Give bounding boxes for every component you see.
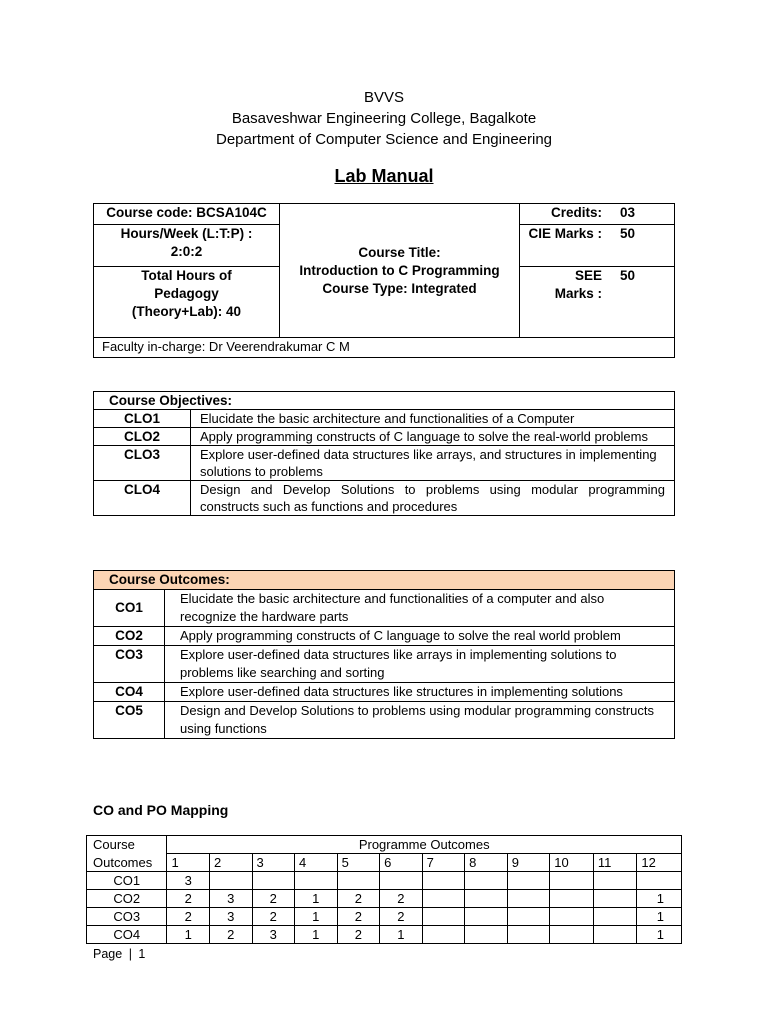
see-label-line2: Marks : bbox=[554, 286, 602, 301]
mapping-value: 3 bbox=[209, 908, 252, 926]
programme-outcomes-label: Programme Outcomes bbox=[167, 836, 682, 854]
po-number: 11 bbox=[593, 854, 636, 872]
po-number: 10 bbox=[550, 854, 594, 872]
table-row bbox=[94, 646, 675, 683]
total-hours-cell bbox=[94, 267, 280, 338]
mapping-value: 2 bbox=[209, 926, 252, 944]
table-row bbox=[94, 410, 675, 428]
page-label: Page bbox=[93, 947, 123, 961]
mapping-heading: CO and PO Mapping bbox=[93, 802, 229, 818]
objective-code: CLO2 bbox=[94, 428, 191, 446]
table-row bbox=[94, 627, 675, 646]
mapping-value bbox=[550, 926, 594, 944]
mapping-row bbox=[87, 908, 682, 926]
mapping-value: 2 bbox=[252, 908, 295, 926]
mapping-value bbox=[209, 872, 252, 890]
outcome-code: CO1 bbox=[94, 590, 165, 627]
mapping-value bbox=[422, 890, 465, 908]
hours-label: Hours/Week (L:T:P) : bbox=[120, 226, 253, 241]
mapping-co-label: CO4 bbox=[87, 926, 167, 944]
outcome-code: CO5 bbox=[94, 702, 165, 739]
mapping-co-label: CO2 bbox=[87, 890, 167, 908]
mapping-value bbox=[507, 890, 550, 908]
mapping-value: 1 bbox=[637, 890, 682, 908]
co-po-mapping-table bbox=[86, 835, 682, 944]
table-row bbox=[94, 428, 675, 446]
course-title-value: Introduction to C Programming bbox=[299, 262, 500, 278]
objective-text: Explore user-defined data structures like arrays, and structures in implementing solutions to problems bbox=[191, 446, 675, 481]
mapping-value: 2 bbox=[337, 908, 380, 926]
cie-marks-label: CIE Marks : bbox=[520, 225, 621, 267]
mapping-value: 1 bbox=[295, 890, 338, 908]
mapping-value bbox=[422, 926, 465, 944]
page-separator: | bbox=[128, 947, 132, 961]
credits-value: 03 bbox=[620, 204, 675, 225]
po-number: 12 bbox=[637, 854, 682, 872]
institution-short-name: BVVS bbox=[363, 89, 405, 106]
total-hours-line2: Pedagogy bbox=[154, 286, 219, 301]
outcome-code: CO2 bbox=[94, 627, 165, 646]
mapping-value: 1 bbox=[167, 926, 210, 944]
mapping-value bbox=[550, 908, 594, 926]
po-number: 4 bbox=[295, 854, 338, 872]
objectives-heading: Course Objectives: bbox=[94, 392, 675, 410]
mapping-value bbox=[507, 872, 550, 890]
mapping-value bbox=[550, 872, 594, 890]
objective-text: Apply programming constructs of C language to solve the real-world problems bbox=[191, 428, 675, 446]
mapping-co-label: CO1 bbox=[87, 872, 167, 890]
objective-code: CLO3 bbox=[94, 446, 191, 481]
mapping-value: 3 bbox=[167, 872, 210, 890]
course-code: Course code: BCSA104C bbox=[94, 204, 280, 225]
mapping-value: 1 bbox=[295, 908, 338, 926]
mapping-value: 1 bbox=[637, 926, 682, 944]
mapping-value: 2 bbox=[167, 908, 210, 926]
outcomes-heading: Course Outcomes: bbox=[94, 571, 675, 590]
mapping-value bbox=[465, 908, 508, 926]
po-number: 1 bbox=[167, 854, 210, 872]
objective-code: CLO4 bbox=[94, 481, 191, 516]
mapping-row bbox=[87, 872, 682, 890]
po-number: 6 bbox=[380, 854, 423, 872]
mapping-value bbox=[593, 908, 636, 926]
mapping-value bbox=[593, 926, 636, 944]
mapping-value bbox=[465, 890, 508, 908]
mapping-value: 3 bbox=[209, 890, 252, 908]
total-hours-line3: (Theory+Lab): 40 bbox=[131, 304, 242, 319]
mapping-value bbox=[422, 908, 465, 926]
page-number: 1 bbox=[138, 947, 146, 961]
table-row bbox=[94, 590, 675, 627]
mapping-value: 2 bbox=[380, 890, 423, 908]
mapping-value bbox=[593, 890, 636, 908]
po-number: 8 bbox=[465, 854, 508, 872]
mapping-value: 2 bbox=[252, 890, 295, 908]
outcome-text: Apply programming constructs of C language to solve the real world problem bbox=[165, 627, 675, 646]
credits-label: Credits: bbox=[520, 204, 621, 225]
see-label-line1: SEE bbox=[574, 268, 602, 283]
mapping-value bbox=[422, 872, 465, 890]
mapping-value bbox=[252, 872, 295, 890]
mapping-value: 2 bbox=[167, 890, 210, 908]
table-row bbox=[94, 446, 675, 481]
objective-text: Elucidate the basic architecture and functionalities of a Computer bbox=[191, 410, 675, 428]
mapping-value: 2 bbox=[337, 926, 380, 944]
mapping-value bbox=[507, 908, 550, 926]
hours-per-week-cell bbox=[94, 225, 280, 267]
po-number: 9 bbox=[507, 854, 550, 872]
mapping-row bbox=[87, 926, 682, 944]
cie-marks-value: 50 bbox=[620, 225, 675, 267]
mapping-value bbox=[380, 872, 423, 890]
outcome-code: CO4 bbox=[94, 683, 165, 702]
course-outcomes-col-label2: Outcomes bbox=[87, 854, 167, 872]
mapping-value: 1 bbox=[637, 908, 682, 926]
course-objectives-table bbox=[93, 391, 675, 516]
mapping-value: 2 bbox=[380, 908, 423, 926]
outcome-text: Elucidate the basic architecture and functionalities of a computer and also recognize the hardware parts bbox=[165, 590, 675, 627]
objective-code: CLO1 bbox=[94, 410, 191, 428]
table-row bbox=[94, 481, 675, 516]
mapping-value: 2 bbox=[337, 890, 380, 908]
course-type: Course Type: Integrated bbox=[322, 280, 477, 296]
faculty-in-charge: Faculty in-charge: Dr Veerendrakumar C M bbox=[94, 338, 675, 358]
mapping-value: 1 bbox=[295, 926, 338, 944]
mapping-value bbox=[550, 890, 594, 908]
course-title-cell bbox=[280, 204, 520, 338]
mapping-value: 1 bbox=[380, 926, 423, 944]
po-number: 3 bbox=[252, 854, 295, 872]
mapping-value bbox=[637, 872, 682, 890]
mapping-co-label: CO3 bbox=[87, 908, 167, 926]
page-title: Lab Manual bbox=[334, 166, 434, 186]
course-info-table bbox=[93, 203, 675, 358]
page-footer bbox=[93, 947, 145, 961]
mapping-row bbox=[87, 890, 682, 908]
mapping-value bbox=[295, 872, 338, 890]
mapping-value bbox=[465, 926, 508, 944]
total-hours-line1: Total Hours of bbox=[141, 268, 232, 283]
course-outcomes-table bbox=[93, 570, 675, 739]
hours-value: 2:0:2 bbox=[170, 244, 203, 259]
objective-text: Design and Develop Solutions to problems using modular programming constructs such as functions and procedures bbox=[191, 481, 675, 516]
po-number: 5 bbox=[337, 854, 380, 872]
mapping-value bbox=[507, 926, 550, 944]
course-outcomes-col-label1: Course bbox=[87, 836, 167, 854]
college-name: Basaveshwar Engineering College, Bagalkote bbox=[231, 110, 537, 127]
table-row bbox=[94, 702, 675, 739]
see-marks-value: 50 bbox=[620, 267, 675, 338]
mapping-value bbox=[465, 872, 508, 890]
mapping-value bbox=[593, 872, 636, 890]
outcome-text: Explore user-defined data structures like structures in implementing solutions bbox=[165, 683, 675, 702]
outcome-text: Design and Develop Solutions to problems using modular programming constructs using functions bbox=[165, 702, 675, 739]
course-title-label: Course Title: bbox=[358, 244, 441, 260]
outcome-text: Explore user-defined data structures like arrays in implementing solutions to problems like searching and sorting bbox=[165, 646, 675, 683]
mapping-value: 3 bbox=[252, 926, 295, 944]
outcome-code: CO3 bbox=[94, 646, 165, 683]
see-marks-label bbox=[520, 267, 621, 338]
table-row bbox=[94, 683, 675, 702]
po-number: 2 bbox=[209, 854, 252, 872]
po-number: 7 bbox=[422, 854, 465, 872]
mapping-value bbox=[337, 872, 380, 890]
department-name: Department of Computer Science and Engineering bbox=[215, 131, 553, 148]
